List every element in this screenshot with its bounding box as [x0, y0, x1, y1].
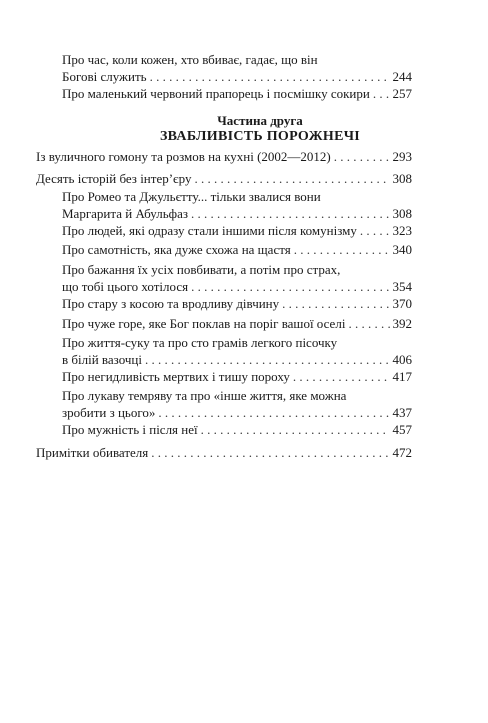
- toc-page-number: 244: [392, 69, 412, 84]
- toc-entry-life-sand: [62, 334, 412, 368]
- toc-page-number: 370: [392, 296, 412, 311]
- toc-page-number: 457: [392, 422, 412, 437]
- dot-leader: [334, 148, 390, 165]
- toc-entry-text: Маргарита й Абульфаз: [62, 206, 188, 221]
- dot-leader: [294, 241, 390, 258]
- toc-page-number: 323: [392, 223, 412, 238]
- toc-entry-text: Про мужність і після неї: [62, 422, 198, 437]
- toc-page-number: 308: [392, 171, 412, 186]
- dot-leader: [191, 278, 389, 295]
- toc-entry-text: Про життя-суку та про сто грамів легкого пісочку: [62, 335, 338, 350]
- toc-entry-kill-serve-god: [62, 51, 412, 85]
- part-title: ЗВАБЛИВІСТЬ ПОРОЖНЕЧІ: [159, 129, 361, 144]
- toc-page-number: 354: [392, 279, 412, 294]
- toc-entry-darkness: [62, 387, 412, 421]
- dot-leader: [373, 85, 390, 102]
- toc-entry-text: Про чуже горе, яке Бог поклав на поріг вашої оселі: [62, 316, 346, 331]
- toc-entry-text: Про маленький червоний прапорець і посмішку сокири: [62, 86, 370, 101]
- toc-entry-text: Про бажання їх усіх повбивати, а потім про страх,: [62, 262, 341, 277]
- toc-entry-text: Про Ромео та Джульєтту... тільки звалися вони: [62, 189, 321, 204]
- toc-entry-text: Із вуличного гомону та розмов на кухні (2002—2012): [36, 149, 331, 164]
- toc-entry-text: Богові служить: [62, 69, 147, 84]
- toc-entry-text: Примітки обивателя: [36, 445, 149, 460]
- toc-entry-notes: [36, 444, 412, 461]
- dot-leader: [158, 404, 389, 421]
- toc-entry-red-flag: [62, 85, 412, 102]
- toc-entry-text: Про негидливість мертвих і тишу пороху: [62, 369, 290, 384]
- dot-leader: [293, 368, 390, 385]
- part-label: Частина друга: [217, 113, 303, 128]
- toc-entry-after-communism: [62, 222, 412, 239]
- toc-entry-text: Про людей, які одразу стали іншими після комунізму: [62, 223, 357, 238]
- toc-entry-old-woman: [62, 295, 412, 312]
- toc-entry-text: Про самотність, яка дуже схожа на щастя: [62, 242, 291, 257]
- toc-entry-text: що тобі цього хотілося: [62, 279, 189, 294]
- toc-entry-loneliness: [62, 241, 412, 258]
- toc-entry-text: Про лукаву темряву та про «інше життя, яке можна: [62, 388, 347, 403]
- dot-leader: [201, 421, 390, 438]
- dot-leader: [194, 170, 389, 187]
- toc-entry-ten-stories: [36, 170, 412, 187]
- toc-entry-romeo-juliet: [62, 188, 412, 222]
- toc-page-number: 392: [392, 316, 412, 331]
- toc-page-number: 257: [392, 86, 412, 101]
- toc-entry-strange-grief: [62, 315, 412, 332]
- toc-entry-dead-gunpowder: [62, 368, 412, 385]
- dot-leader: [150, 68, 390, 85]
- dot-leader: [151, 444, 389, 461]
- dot-leader: [145, 351, 390, 368]
- dot-leader: [282, 295, 389, 312]
- toc-page-number: 417: [392, 369, 412, 384]
- toc-page-number: 340: [392, 242, 412, 257]
- toc-page-number: 472: [392, 445, 412, 460]
- dot-leader: [348, 315, 389, 332]
- toc-page-number: 308: [392, 206, 412, 221]
- toc-page-number: 437: [392, 405, 412, 420]
- toc-page-number: 293: [392, 149, 412, 164]
- dot-leader: [191, 205, 390, 222]
- toc-entry-street-noise: [36, 148, 412, 165]
- toc-entry-text: в білій вазочці: [62, 352, 142, 367]
- toc-entry-courage: [62, 421, 412, 438]
- toc-entry-desire-fear: [62, 261, 412, 295]
- toc-entry-text: зробити з цього»: [62, 405, 156, 420]
- toc-entry-text: Десять історій без інтер’єру: [36, 171, 192, 186]
- toc-entry-text: Про стару з косою та вродливу дівчину: [62, 296, 280, 311]
- toc-page-number: 406: [392, 352, 412, 367]
- toc-entry-text: Про час, коли кожен, хто вбиває, гадає, що він: [62, 52, 318, 67]
- dot-leader: [360, 222, 390, 239]
